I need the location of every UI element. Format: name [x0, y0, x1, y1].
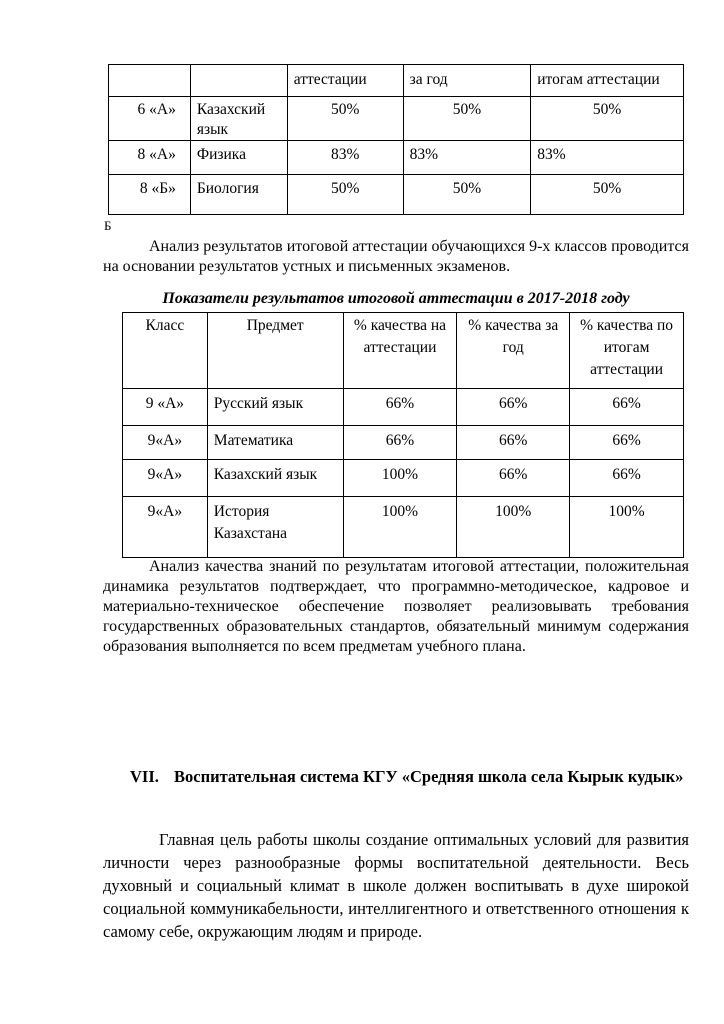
table-caption: Показатели результатов итоговой аттестации в 2017-2018 году: [162, 290, 630, 307]
results-table-continued: [108, 64, 684, 215]
table-cell: [109, 65, 191, 97]
table-header-row: [123, 313, 684, 389]
table-cell: Казахский язык: [190, 97, 287, 141]
stray-letter: Б: [104, 218, 112, 233]
table-row: [123, 426, 684, 460]
table-cell: 50%: [531, 97, 684, 141]
table-cell: [190, 65, 287, 97]
table-row: [109, 175, 684, 215]
column-header-quality-attestation: % качества на аттестации: [343, 313, 457, 389]
table-cell: 50%: [531, 175, 684, 215]
table-cell: 66%: [457, 460, 570, 497]
table-cell: 50%: [403, 175, 531, 215]
paragraph-exam-analysis: Анализ результатов итоговой аттестации обучающихся 9-х классов проводится на основании результатов устных и письменных экзаменов.: [103, 238, 689, 275]
table-cell: 9«А»: [123, 460, 208, 497]
table-cell: 8 «А»: [109, 141, 191, 175]
table-cell: 66%: [457, 426, 570, 460]
table-cell: 83%: [531, 141, 684, 175]
table-cell: 50%: [403, 97, 531, 141]
table-cell: 66%: [570, 460, 684, 497]
table-row: [109, 65, 684, 97]
table-row: [123, 460, 684, 497]
table-row: [109, 97, 684, 141]
results-table-2017-2018: [122, 312, 684, 558]
table-cell: 100%: [343, 497, 457, 558]
table-cell: 9 «А»: [123, 389, 208, 426]
section-heading: Воспитательная система КГУ «Средняя школа села Кырык кудык»: [174, 767, 684, 786]
section-number: VII.: [130, 767, 159, 786]
table-cell: 6 «А»: [109, 97, 191, 141]
table-cell: 66%: [457, 389, 570, 426]
table-cell: Биология: [190, 175, 287, 215]
table-cell: 100%: [570, 497, 684, 558]
table-cell: 83%: [287, 141, 403, 175]
paragraph-education-goal: Главная цель работы школы создание оптимальных условий для развития личности через разнообразные формы воспитательной деятельности. Весь духовный и социальный климат в школе должен воспитывать в духе широкой социальной коммуникабельности, интеллигентного и ответственного отношения к самому себе, окружающим людям и природе.: [103, 830, 689, 941]
table-cell: Физика: [190, 141, 287, 175]
table-cell: 66%: [570, 389, 684, 426]
table-cell: 66%: [570, 426, 684, 460]
table-cell: 66%: [343, 426, 457, 460]
table-cell: итогам аттестации: [531, 65, 684, 97]
table-cell: 100%: [343, 460, 457, 497]
table-cell: 8 «Б»: [109, 175, 191, 215]
paragraph-quality-analysis: Анализ качества знаний по результатам итоговой аттестации, положительная динамика результатов подтверждает, что программно-методическое, кадровое и материально-техническое обеспечение позволяет реализовывать требования государственных образовательных стандартов, обязательный минимум содержания образования выполняется по всем предметам учебного плана.: [103, 558, 689, 655]
table-cell: 66%: [343, 389, 457, 426]
column-header-class: Класс: [123, 313, 208, 389]
table-cell: Русский язык: [207, 389, 343, 426]
table-row: [123, 389, 684, 426]
table-cell: 50%: [287, 175, 403, 215]
column-header-subject: Предмет: [207, 313, 343, 389]
table-cell: 100%: [457, 497, 570, 558]
table-cell: 9«А»: [123, 426, 208, 460]
table-cell: Казахский язык: [207, 460, 343, 497]
table-cell: аттестации: [287, 65, 403, 97]
table-cell: 9«А»: [123, 497, 208, 558]
table-cell: за год: [403, 65, 531, 97]
table-cell: 50%: [287, 97, 403, 141]
column-header-quality-year: % качества за год: [457, 313, 570, 389]
table-cell: История Казахстана: [207, 497, 343, 558]
table-cell: Математика: [207, 426, 343, 460]
table-row: [123, 497, 684, 558]
column-header-quality-final: % качества по итогам аттестации: [570, 313, 684, 389]
table-cell: 83%: [403, 141, 531, 175]
table-row: [109, 141, 684, 175]
